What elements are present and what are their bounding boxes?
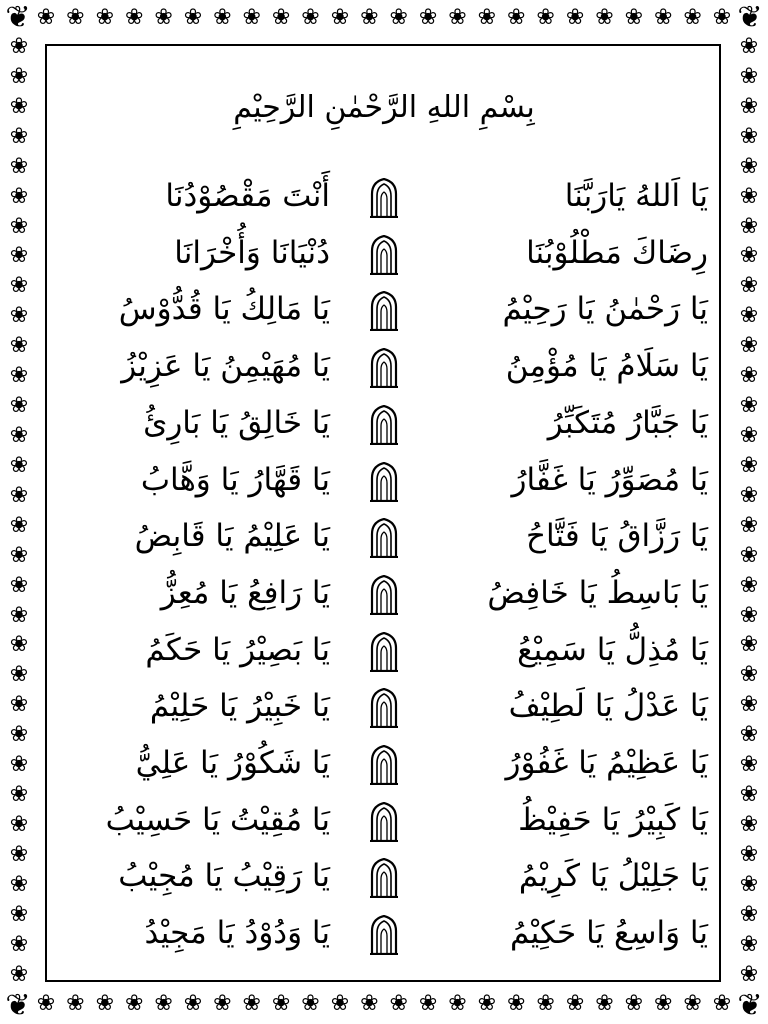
floral-ornament-icon: ❀ (739, 632, 759, 658)
floral-ornament-icon: ❀ (213, 991, 232, 1016)
verse-first-hemistich: يَا مُصَوِّرُ يَا غَفَّارُ (511, 461, 708, 498)
floral-ornament-icon: ❀ (9, 243, 29, 269)
verse-second-hemistich: يَا خَالِقُ يَا بَارِئُ (143, 404, 330, 441)
floral-ornament-icon: ❀ (624, 5, 644, 30)
floral-ornament-icon: ❀ (739, 452, 759, 478)
floral-ornament-icon: ❀ (739, 542, 759, 568)
verse-second-hemistich: دُنْيَانَا وَأُخْرَانَا (174, 234, 330, 271)
floral-ornament-icon: ❀ (9, 871, 29, 897)
arch-divider-icon (369, 235, 399, 275)
floral-ornament-icon: ❀ (9, 63, 29, 89)
floral-ornament-icon: ❀ (739, 422, 759, 448)
floral-ornament-icon: ❀ (536, 991, 555, 1016)
verse-first-hemistich: يَا عَدْلُ يَا لَطِيْفُ (508, 688, 708, 725)
verse-first-hemistich: يَا مُذِلُّ يَا سَمِيْعُ (517, 631, 708, 668)
verse-first-hemistich: يَا سَلَامُ يَا مُؤْمِنُ (505, 348, 708, 385)
floral-ornament-icon: ❀ (271, 5, 291, 30)
arch-divider-icon (369, 291, 399, 331)
ornamental-border-right (732, 36, 766, 988)
verse-second-hemistich: يَا وَدُوْدُ يَا مَجِيْدُ (144, 915, 330, 952)
verse-second-hemistich: يَا رَافِعُ يَا مُعِزُّ (160, 574, 330, 611)
arch-divider-icon (369, 632, 399, 672)
verse-first-hemistich: يَا جَلِيْلُ يَا كَرِيْمُ (518, 858, 708, 895)
verse-row (60, 905, 708, 962)
arch-divider-icon (369, 348, 399, 388)
floral-ornament-icon: ❀ (739, 36, 759, 59)
verse-first-hemistich: يَا وَاسِعُ يَا حَكِيْمُ (509, 915, 708, 952)
arch-divider-icon (369, 575, 399, 615)
verse-row (60, 678, 708, 735)
floral-ornament-icon: ❀ (683, 5, 702, 30)
floral-ornament-icon: ❀ (739, 901, 759, 927)
floral-ornament-icon: ❀ (565, 5, 585, 30)
floral-ornament-icon: ❀ (683, 991, 702, 1016)
verse-second-hemistich: يَا مُهَيْمِنُ يَا عَزِيْزُ (121, 348, 330, 385)
arch-divider-icon (369, 518, 399, 558)
floral-ornament-icon: ❀ (739, 93, 759, 119)
corner-ornament-icon: ❦ (737, 0, 763, 35)
floral-ornament-icon: ❀ (448, 991, 467, 1016)
floral-ornament-icon: ❀ (124, 5, 144, 30)
floral-ornament-icon: ❀ (330, 5, 350, 30)
arch-divider-icon (369, 405, 399, 445)
floral-ornament-icon: ❀ (9, 811, 29, 837)
floral-ornament-icon: ❀ (360, 5, 379, 30)
floral-ornament-icon: ❀ (389, 5, 408, 30)
floral-ornament-icon: ❀ (9, 752, 29, 778)
floral-ornament-icon: ❀ (9, 782, 29, 808)
floral-ornament-icon: ❀ (595, 5, 614, 30)
floral-ornament-icon: ❀ (9, 512, 29, 538)
floral-ornament-icon: ❀ (9, 692, 29, 718)
floral-ornament-icon: ❀ (507, 991, 526, 1016)
verse-row (60, 622, 708, 679)
floral-ornament-icon: ❀ (9, 841, 29, 867)
floral-ornament-icon: ❀ (242, 5, 261, 30)
floral-ornament-icon: ❀ (739, 961, 759, 987)
floral-ornament-icon: ❀ (739, 63, 759, 89)
verse-second-hemistich: يَا عَلِيْمُ يَا قَابِضُ (134, 518, 330, 555)
verse-row (60, 735, 708, 792)
arch-divider-icon (369, 688, 399, 728)
verse-first-hemistich: يَا بَاسِطُ يَا خَافِضُ (487, 574, 708, 611)
floral-ornament-icon: ❀ (66, 5, 85, 30)
verse-row (60, 395, 708, 452)
floral-ornament-icon: ❀ (653, 5, 673, 30)
floral-ornament-icon: ❀ (739, 273, 759, 299)
page-title: بِسْمِ اللهِ الرَّحْمٰنِ الرَّحِيْمِ (233, 90, 535, 125)
floral-ornament-icon: ❀ (739, 692, 759, 718)
verse-second-hemistich: يَا رَقِيْبُ يَا مُجِيْبُ (118, 858, 330, 895)
floral-ornament-icon: ❀ (389, 991, 408, 1016)
floral-ornament-icon: ❀ (66, 991, 85, 1016)
verse-first-hemistich: يَا عَظِيْمُ يَا غَفُوْرُ (505, 745, 708, 781)
verse-row (60, 338, 708, 395)
floral-ornament-icon: ❀ (9, 93, 29, 119)
floral-ornament-icon: ❀ (9, 273, 29, 299)
floral-ornament-icon: ❀ (739, 243, 759, 269)
floral-ornament-icon: ❀ (477, 5, 497, 30)
floral-ornament-icon: ❀ (9, 303, 29, 329)
floral-ornament-icon: ❀ (739, 662, 759, 688)
floral-ornament-icon: ❀ (9, 333, 29, 359)
floral-ornament-icon: ❀ (213, 5, 232, 30)
floral-ornament-icon: ❀ (9, 183, 29, 209)
floral-ornament-icon: ❀ (739, 333, 759, 359)
floral-ornament-icon: ❀ (536, 5, 555, 30)
verse-second-hemistich: يَا بَصِيْرُ يَا حَكَمُ (145, 631, 330, 668)
verse-second-hemistich: أَنْتَ مَقْصُوْدُنَا (165, 178, 330, 214)
floral-ornament-icon: ❀ (9, 452, 29, 478)
floral-ornament-icon: ❀ (739, 871, 759, 897)
floral-ornament-icon: ❀ (36, 991, 56, 1016)
floral-ornament-icon: ❀ (739, 752, 759, 778)
verse-second-hemistich: يَا قَهَّارُ يَا وَهَّابُ (140, 461, 330, 498)
floral-ornament-icon: ❀ (9, 632, 29, 658)
floral-ornament-icon: ❀ (507, 5, 526, 30)
floral-ornament-icon: ❀ (9, 363, 29, 389)
floral-ornament-icon: ❀ (9, 153, 29, 179)
floral-ornament-icon: ❀ (242, 991, 261, 1016)
verse-first-hemistich: رِضَاكَ مَطْلُوْبُنَا (526, 234, 708, 271)
verse-list (60, 168, 708, 968)
verse-row (60, 225, 708, 282)
floral-ornament-icon: ❀ (712, 991, 732, 1016)
floral-ornament-icon: ❀ (9, 422, 29, 448)
verse-first-hemistich: يَا رَحْمٰنُ يَا رَحِيْمُ (502, 291, 708, 328)
verse-row (60, 792, 708, 849)
floral-ornament-icon: ❀ (739, 363, 759, 389)
floral-ornament-icon: ❀ (739, 782, 759, 808)
arch-divider-icon (369, 858, 399, 898)
floral-ornament-icon: ❀ (301, 991, 320, 1016)
floral-ornament-icon: ❀ (739, 512, 759, 538)
floral-ornament-icon: ❀ (95, 991, 114, 1016)
floral-ornament-icon: ❀ (9, 213, 29, 239)
verse-first-hemistich: يَا جَبَّارُ مُتَكَبِّرُ (547, 404, 708, 441)
floral-ornament-icon: ❀ (9, 931, 29, 957)
arch-divider-icon (369, 802, 399, 842)
floral-ornament-icon: ❀ (9, 482, 29, 508)
verse-first-hemistich: يَا رَزَّاقُ يَا فَتَّاحُ (526, 518, 708, 555)
floral-ornament-icon: ❀ (36, 5, 56, 30)
ornamental-border-left (2, 36, 36, 988)
floral-ornament-icon: ❀ (301, 5, 320, 30)
verse-second-hemistich: يَا شَكُوْرُ يَا عَلِيُّ (135, 745, 330, 781)
floral-ornament-icon: ❀ (739, 931, 759, 957)
verse-second-hemistich: يَا خَبِيْرُ يَا حَلِيْمُ (149, 688, 330, 725)
floral-ornament-icon: ❀ (360, 991, 379, 1016)
floral-ornament-icon: ❀ (477, 991, 497, 1016)
floral-ornament-icon: ❀ (739, 722, 759, 748)
floral-ornament-icon: ❀ (739, 213, 759, 239)
floral-ornament-icon: ❀ (418, 5, 438, 30)
floral-ornament-icon: ❀ (9, 393, 29, 419)
verse-first-hemistich: يَا كَبِيْرُ يَا حَفِيْظُ (518, 801, 708, 838)
floral-ornament-icon: ❀ (739, 393, 759, 419)
verse-row (60, 281, 708, 338)
floral-ornament-icon: ❀ (624, 991, 644, 1016)
arch-divider-icon (369, 915, 399, 955)
floral-ornament-icon: ❀ (739, 153, 759, 179)
verse-row (60, 508, 708, 565)
floral-ornament-icon: ❀ (9, 602, 29, 628)
verse-row (60, 848, 708, 905)
floral-ornament-icon: ❀ (330, 991, 350, 1016)
floral-ornament-icon: ❀ (448, 5, 467, 30)
corner-ornament-icon: ❦ (5, 988, 31, 1023)
floral-ornament-icon: ❀ (739, 123, 759, 149)
floral-ornament-icon: ❀ (565, 991, 585, 1016)
floral-ornament-icon: ❀ (183, 991, 203, 1016)
verse-row (60, 168, 708, 225)
verse-second-hemistich: يَا مُقِيْتُ يَا حَسِيْبُ (105, 801, 330, 838)
floral-ornament-icon: ❀ (595, 991, 614, 1016)
arch-divider-icon (369, 745, 399, 785)
verse-row (60, 565, 708, 622)
floral-ornament-icon: ❀ (95, 5, 114, 30)
floral-ornament-icon: ❀ (9, 572, 29, 598)
floral-ornament-icon: ❀ (739, 572, 759, 598)
floral-ornament-icon: ❀ (154, 991, 173, 1016)
floral-ornament-icon: ❀ (9, 901, 29, 927)
floral-ornament-icon: ❀ (124, 991, 144, 1016)
floral-ornament-icon: ❀ (183, 5, 203, 30)
verse-first-hemistich: يَا اَللهُ يَارَبَّنَا (564, 178, 708, 214)
ornamental-border-top (34, 2, 734, 36)
floral-ornament-icon: ❀ (739, 482, 759, 508)
floral-ornament-icon: ❀ (653, 991, 673, 1016)
floral-ornament-icon: ❀ (9, 722, 29, 748)
ornamental-border-bottom (34, 988, 734, 1022)
floral-ornament-icon: ❀ (418, 991, 438, 1016)
floral-ornament-icon: ❀ (739, 183, 759, 209)
floral-ornament-icon: ❀ (739, 811, 759, 837)
floral-ornament-icon: ❀ (9, 662, 29, 688)
floral-ornament-icon: ❀ (739, 602, 759, 628)
arch-divider-icon (369, 178, 399, 218)
verse-second-hemistich: يَا مَالِكُ يَا قُدُّوْسُ (118, 291, 330, 328)
corner-ornament-icon: ❦ (737, 988, 763, 1023)
corner-ornament-icon: ❦ (5, 0, 31, 35)
floral-ornament-icon: ❀ (154, 5, 173, 30)
floral-ornament-icon: ❀ (9, 542, 29, 568)
floral-ornament-icon: ❀ (9, 123, 29, 149)
floral-ornament-icon: ❀ (739, 841, 759, 867)
floral-ornament-icon: ❀ (739, 303, 759, 329)
floral-ornament-icon: ❀ (9, 961, 29, 987)
floral-ornament-icon: ❀ (9, 36, 29, 59)
arch-divider-icon (369, 462, 399, 502)
floral-ornament-icon: ❀ (712, 5, 732, 30)
floral-ornament-icon: ❀ (271, 991, 291, 1016)
verse-row (60, 452, 708, 509)
